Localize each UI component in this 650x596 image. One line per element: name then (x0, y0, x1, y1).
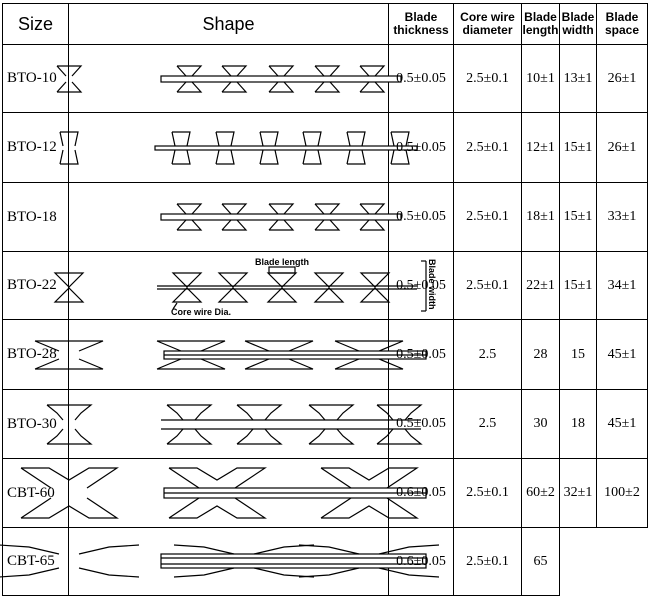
blade-width-cell: 15 (560, 320, 597, 390)
shape-diagram-bto-12 (69, 113, 389, 183)
header-blade-width: Blade width (560, 4, 597, 45)
header-blade-thickness: Blade thickness (389, 4, 454, 45)
table-row (3, 113, 648, 183)
blade-length-cell: 22±1 (522, 252, 560, 320)
size-cell: BTO-28 (3, 320, 69, 390)
table-row (3, 252, 648, 320)
core-wire-cell: 2.5±0.1 (454, 528, 522, 596)
shape-diagram-bto-22 (69, 252, 389, 320)
core-wire-cell: 2.5±0.1 (454, 45, 522, 113)
blade-thickness-cell: 0.6±0.05 (389, 528, 454, 596)
size-cell: BTO-30 (3, 390, 69, 459)
table-row (3, 45, 648, 113)
size-cell: BTO-22 (3, 252, 69, 320)
blade-length-cell: 10±1 (522, 45, 560, 113)
header-blade-space: Blade space (597, 4, 648, 45)
core-wire-cell: 2.5±0.1 (454, 183, 522, 252)
blade-length-cell: 65 (522, 528, 560, 596)
table-row (3, 183, 648, 252)
size-cell: CBT-60 (3, 459, 69, 528)
blade-length-cell: 30 (522, 390, 560, 459)
shape-diagram-cbt-65 (69, 528, 389, 596)
blade-thickness-cell: 0.6±0.05 (389, 459, 454, 528)
header-row (3, 4, 648, 45)
label-core-wire-dia: Core wire Dia. (171, 306, 232, 317)
blade-width-cell: 32±1 (560, 459, 597, 528)
size-cell: CBT-65 (3, 528, 69, 596)
table-row (3, 459, 648, 528)
shape-diagram-bto-10 (69, 45, 389, 113)
size-cell: BTO-18 (3, 183, 69, 252)
header-blade-length: Blade length (522, 4, 560, 45)
core-wire-cell: 2.5 (454, 390, 522, 459)
table-row (3, 320, 648, 390)
blade-space-cell: 100±2 (597, 459, 648, 528)
blade-space-cell: 45±1 (597, 390, 648, 459)
blade-space-cell: 34±1 (597, 252, 648, 320)
blade-width-cell: 13±1 (560, 45, 597, 113)
blade-thickness-cell: 0.5±0.05 (389, 45, 454, 113)
shape-diagram-cbt-60 (69, 459, 389, 528)
core-wire-cell: 2.5±0.1 (454, 459, 522, 528)
header-core-wire-diameter: Core wire diameter (454, 4, 522, 45)
blade-length-cell: 18±1 (522, 183, 560, 252)
blade-width-cell: 15±1 (560, 113, 597, 183)
blade-space-cell: 26±1 (597, 45, 648, 113)
blade-length-cell: 28 (522, 320, 560, 390)
blade-space-cell: 45±1 (597, 320, 648, 390)
blade-width-cell: 15±1 (560, 252, 597, 320)
table-row (3, 528, 648, 596)
shape-diagram-bto-28 (69, 320, 389, 390)
core-wire-cell: 2.5 (454, 320, 522, 390)
core-wire-cell: 2.5±0.1 (454, 113, 522, 183)
blade-length-cell: 12±1 (522, 113, 560, 183)
blade-length-cell: 60±2 (522, 459, 560, 528)
label-blade-length: Blade length (255, 256, 310, 267)
size-cell: BTO-12 (3, 113, 69, 183)
blade-thickness-cell: 0.5±0.05 (389, 252, 454, 320)
header-size: Size (3, 4, 69, 45)
razor-wire-spec-table (2, 3, 648, 596)
table-row (3, 390, 648, 459)
core-wire-cell: 2.5±0.1 (454, 252, 522, 320)
blade-width-cell: 18 (560, 390, 597, 459)
shape-diagram-bto-18 (69, 183, 389, 252)
blade-thickness-cell: 0.5±0.05 (389, 320, 454, 390)
empty-cell (560, 528, 648, 596)
blade-thickness-cell: 0.5±0.05 (389, 183, 454, 252)
shape-diagram-bto-30 (69, 390, 389, 459)
blade-thickness-cell: 0.5±0.05 (389, 113, 454, 183)
blade-space-cell: 33±1 (597, 183, 648, 252)
header-shape: Shape (69, 4, 389, 45)
blade-width-cell: 15±1 (560, 183, 597, 252)
blade-thickness-cell: 0.5±0.05 (389, 390, 454, 459)
blade-space-cell: 26±1 (597, 113, 648, 183)
size-cell: BTO-10 (3, 45, 69, 113)
